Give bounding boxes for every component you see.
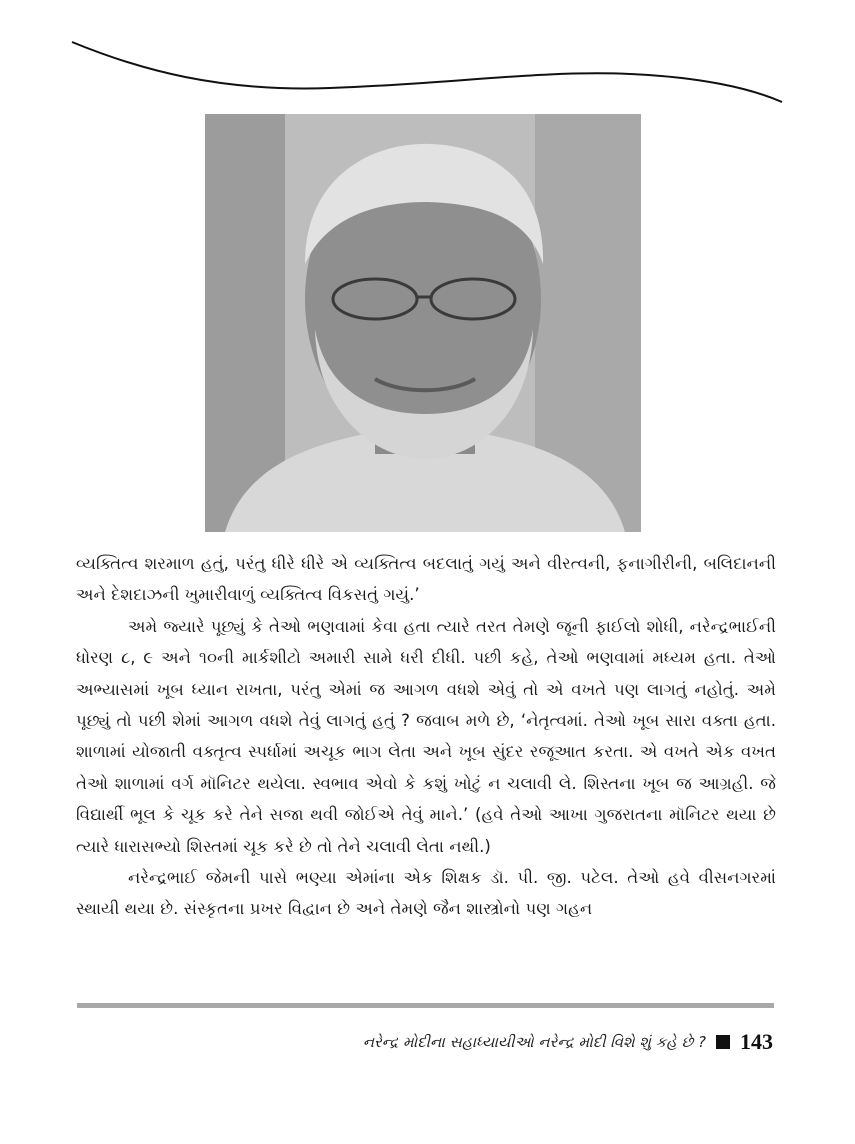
page-number: 143 — [740, 1029, 773, 1054]
paragraph-1: વ્યક્તિત્વ શરમાળ હતું, પરંતુ ધીરે ધીરે એ વ્યક્તિત્વ બદલાતું ગયું અને વીરત્વની, ફનાગીરીની, બલિદાનની અને દેશદાઝની ખુમારીવાળું વ્યક્તિત્વ વિકસતું ગયું.’ — [76, 554, 776, 605]
running-title: નરેન્દ્ર મોદીના સહાધ્યાયીઓ નરેન્દ્ર મોદી વિશે શું કહે છે ? — [362, 1033, 706, 1051]
footer-divider — [77, 1003, 774, 1008]
portrait-photo — [205, 114, 641, 532]
body-text — [76, 548, 776, 925]
paragraph-3: નરેન્દ્રભાઈ જેમની પાસે ભણ્યા એમાંના એક શિક્ષક ડૉ. પી. જી. પટેલ. તેઓ હવે વીસનગરમાં સ્થાયી થયા છે. સંસ્કૃતના પ્રખર વિદ્વાન છે અને તેમણે જૈન શાસ્ત્રોનો પણ ગહન — [76, 868, 776, 919]
square-bullet-icon — [716, 1035, 730, 1049]
header-wave-decoration — [70, 30, 790, 110]
paragraph-2: અમે જ્યારે પૂછ્યું કે તેઓ ભણવામાં કેવા હતા ત્યારે તરત તેમણે જૂની ફાઈલો શોધી, નરેન્દ્રભાઈની ધોરણ ૮, ૯ અને ૧૦ની માર્કશીટો અમારી સામે ધરી દીધી. પછી કહે, તેઓ ભણવામાં મધ્યમ હતા. તેઓ અભ્યાસમાં ખૂબ ધ્યાન રાખતા, પરંતુ એમાં જ આગળ વધશે એવું તો એ વખતે પણ લાગતું નહોતું. અમે પૂછ્યું તો પછી શેમાં આગળ વધશે તેવું લાગતું હતું ? જવાબ મળે છે, ‘નેતૃત્વમાં. તેઓ ખૂબ સારા વક્તા હતા. શાળામાં યોજાતી વક્તૃત્વ સ્પર્ધામાં અચૂક ભાગ લેતા અને ખૂબ સુંદર રજૂઆત કરતા. એ વખતે એક વખત તેઓ શાળામાં વર્ગ મૉનિટર થયેલા. સ્વભાવ એવો કે કશું ખોટું ન ચલાવી લે. શિસ્તના ખૂબ જ આગ્રહી. જે વિદ્યાર્થી ભૂલ કે ચૂક કરે તેને સજા થવી જોઈએ તેવું માને.’ (હવે તેઓ આખા ગુજરાતના મૉનિટર થયા છે ત્યારે ધારાસભ્યો શિસ્તમાં ચૂક કરે છે તો તેને ચલાવી લેતા નથી.) — [76, 616, 776, 856]
page-footer — [363, 1024, 773, 1060]
